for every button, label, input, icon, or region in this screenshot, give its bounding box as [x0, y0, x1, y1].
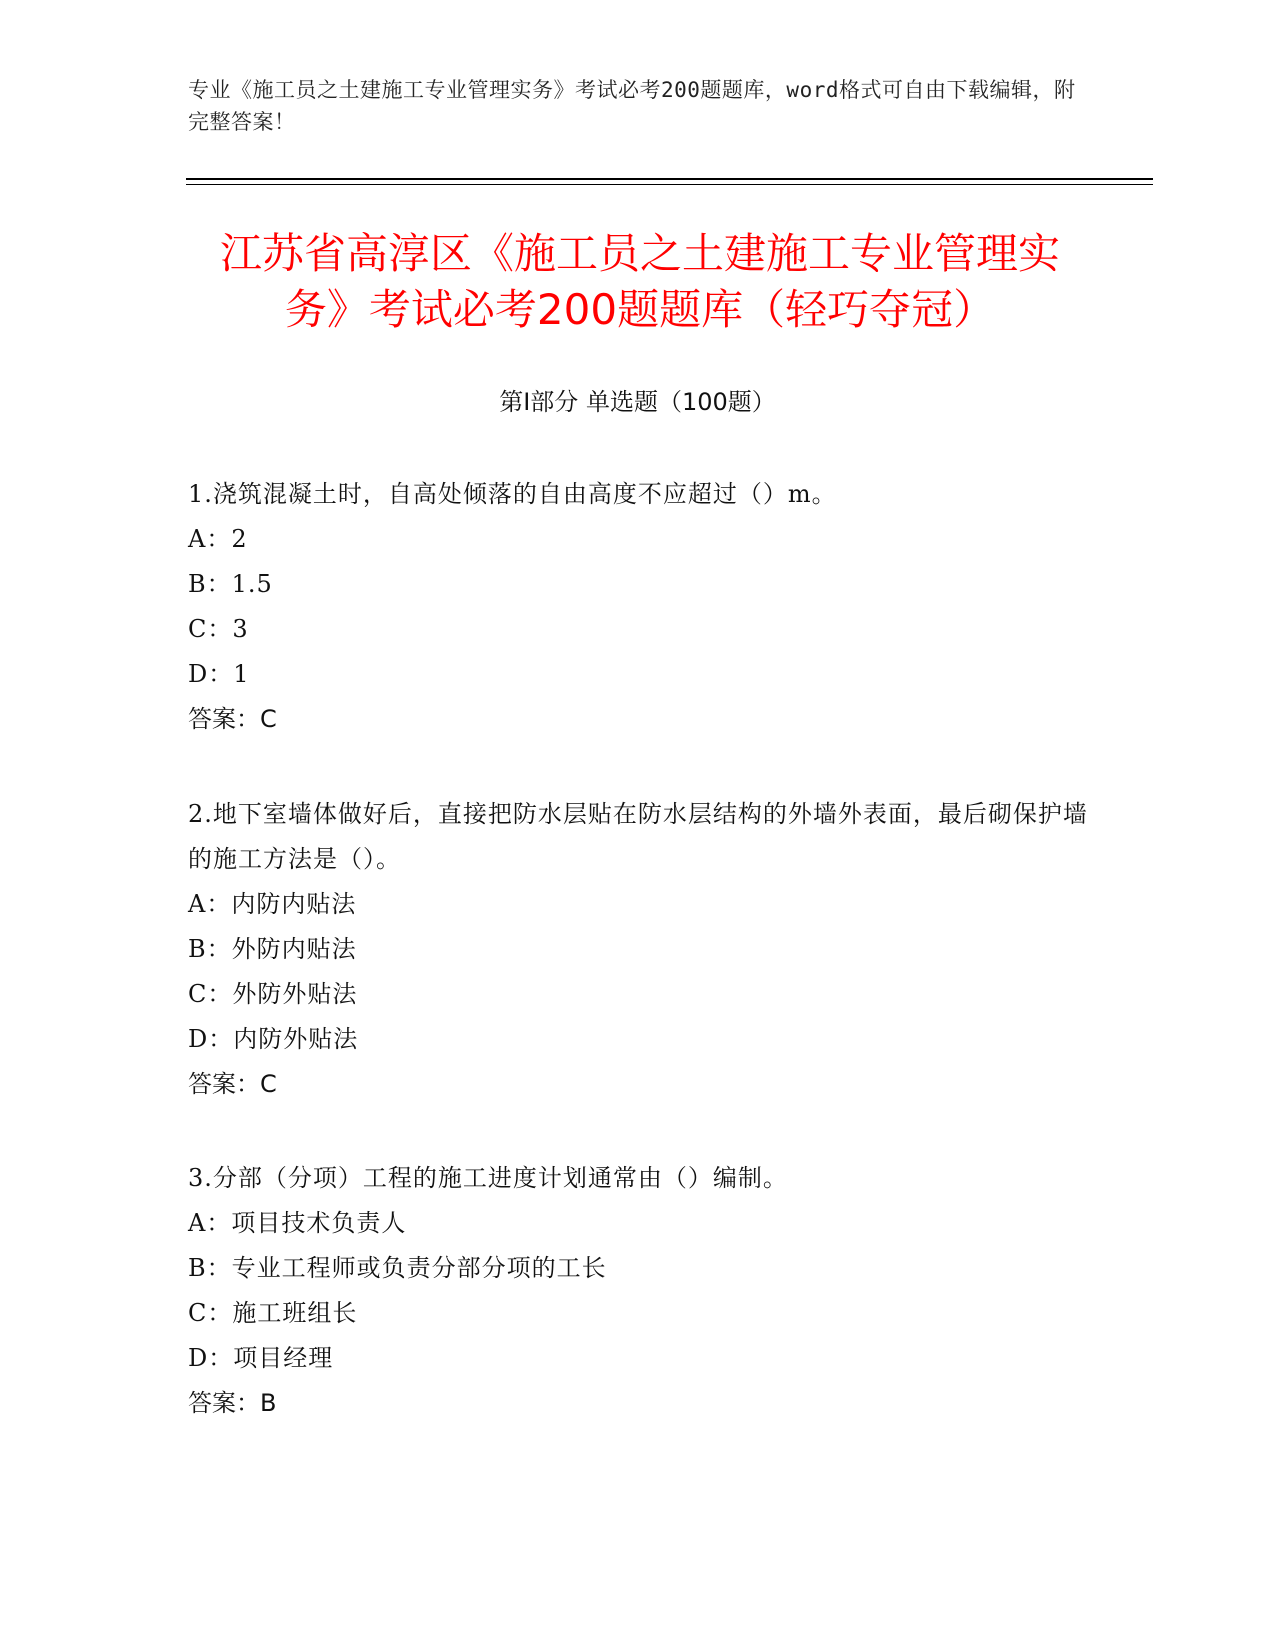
option-a: A：2: [188, 525, 248, 553]
section-title: 第Ⅰ部分 单选题（100题）: [499, 388, 776, 416]
question-1: [188, 472, 1088, 742]
option-d: D：1: [188, 660, 250, 688]
header-rule-thin: [186, 184, 1153, 185]
option-d: D：项目经理: [188, 1344, 334, 1372]
question-stem: 2.地下室墙体做好后，直接把防水层贴在防水层结构的外墙外表面，最后砌保护墙的施工方法是（）。: [188, 800, 1088, 873]
option-a: A：内防内贴法: [188, 890, 357, 918]
question-stem: 1.浇筑混凝土时，自高处倾落的自由高度不应超过（）m。: [188, 480, 837, 508]
header-rule-thick: [186, 178, 1153, 180]
document-title: 江苏省高淳区《施工员之土建施工专业管理实务》考试必考200题题库（轻巧夺冠）: [219, 229, 1060, 334]
answer: 答案：C: [188, 705, 277, 733]
question-stem: 3.分部（分项）工程的施工进度计划通常由（）编制。: [188, 1164, 788, 1192]
option-c: C：施工班组长: [188, 1299, 358, 1327]
question-2: [188, 792, 1088, 1107]
option-b: B：1.5: [188, 570, 273, 598]
answer: 答案：C: [188, 1070, 277, 1098]
option-d: D：内防外贴法: [188, 1025, 359, 1053]
question-3: [188, 1156, 1088, 1426]
option-c: C：外防外贴法: [188, 980, 358, 1008]
option-b: B：外防内贴法: [188, 935, 357, 963]
option-b: B：专业工程师或负责分部分项的工长: [188, 1254, 607, 1282]
option-c: C：3: [188, 615, 249, 643]
option-a: A：项目技术负责人: [188, 1209, 407, 1237]
header-note: 专业《施工员之土建施工专业管理实务》考试必考200题题库，word格式可自由下载编辑，附完整答案！: [188, 78, 1076, 134]
answer: 答案：B: [188, 1389, 277, 1417]
